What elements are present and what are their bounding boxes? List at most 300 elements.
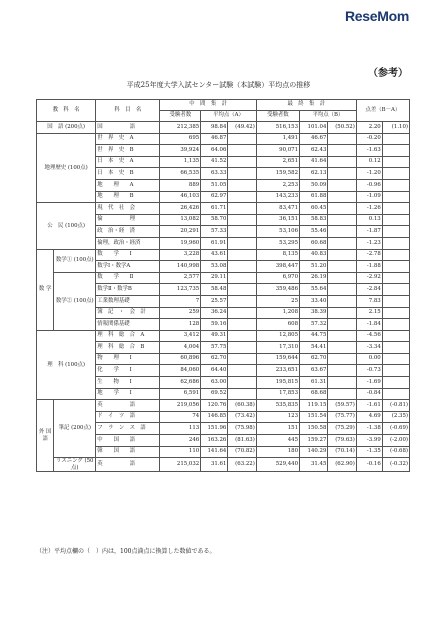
avg-b: 50.09 <box>300 179 328 191</box>
examinees-final: 359,486 <box>256 284 299 296</box>
avg-a: 59.16 <box>201 319 228 331</box>
avg-a-converted: (60.38) <box>228 400 256 412</box>
avg-b-converted <box>328 214 356 226</box>
diff-converted <box>382 249 409 261</box>
header-avg-a: 平均点（A） <box>201 111 257 122</box>
subject-name: 英 語 <box>96 458 160 472</box>
subject-name: 韓 国 語 <box>96 446 160 458</box>
table-row <box>37 203 410 215</box>
avg-b: 51.20 <box>300 261 328 273</box>
diff: 0.00 <box>356 353 382 365</box>
examinees-final: 25 <box>256 295 299 307</box>
examinees-final: 151 <box>256 423 299 435</box>
examinees-final: 53,106 <box>256 226 299 238</box>
examinees-mid: 695 <box>160 133 201 145</box>
avg-a-converted <box>228 156 256 168</box>
reference-label: （参考） <box>368 68 408 79</box>
avg-b: 151.54 <box>300 411 328 423</box>
subject-name: 地 理 B <box>96 191 160 203</box>
avg-b-converted <box>328 133 356 145</box>
diff: -2.78 <box>356 249 382 261</box>
avg-a-converted <box>228 226 256 238</box>
examinees-final: 159,644 <box>256 353 299 365</box>
examinees-mid: 13,082 <box>160 214 201 226</box>
section-rika: 理 科 (100点) <box>37 330 96 400</box>
avg-b-converted <box>328 330 356 342</box>
subject-name: 倫 理 <box>96 214 160 226</box>
avg-a: 49.31 <box>201 330 228 342</box>
diff: -1.87 <box>356 226 382 238</box>
section-listening: リスニング (50点) <box>54 458 96 472</box>
subject-name: 化 学 Ⅰ <box>96 365 160 377</box>
examinees-final: 36,151 <box>256 214 299 226</box>
subject-name: 数 学 Ⅰ <box>96 249 160 261</box>
diff: -3.99 <box>356 435 382 447</box>
avg-b-converted: (75.29) <box>328 423 356 435</box>
examinees-mid: 123,735 <box>160 284 201 296</box>
avg-a-converted <box>228 168 256 180</box>
subject-name: 国 語 <box>96 122 160 134</box>
examinees-mid: 4,004 <box>160 342 201 354</box>
avg-b-converted <box>328 168 356 180</box>
diff: -1.63 <box>356 145 382 157</box>
diff: -1.09 <box>356 191 382 203</box>
avg-a: 41.52 <box>201 156 228 168</box>
diff-converted <box>382 272 409 284</box>
subject-name: 生 物 Ⅰ <box>96 377 160 389</box>
avg-b-converted <box>328 156 356 168</box>
header-avg-b: 平均点（B） <box>300 111 357 122</box>
examinees-final: 516,153 <box>256 122 299 134</box>
avg-a: 146.85 <box>201 411 228 423</box>
subject-name: 日 本 史 B <box>96 168 160 180</box>
avg-b-converted <box>328 388 356 400</box>
diff: -3.34 <box>356 342 382 354</box>
examinees-final: 123 <box>256 411 299 423</box>
examinees-final: 1,208 <box>256 307 299 319</box>
avg-b-converted <box>328 342 356 354</box>
diff: 0.13 <box>356 214 382 226</box>
header-mid-group: 中 間 集 計 <box>160 100 256 111</box>
diff: -1.23 <box>356 237 382 249</box>
avg-b-converted <box>328 307 356 319</box>
avg-a: 62.70 <box>201 353 228 365</box>
diff-converted <box>382 133 409 145</box>
avg-a: 120.76 <box>201 400 228 412</box>
avg-a: 29.11 <box>201 272 228 284</box>
avg-b: 159.27 <box>300 435 328 447</box>
diff: -1.26 <box>356 203 382 215</box>
avg-a: 163.26 <box>201 435 228 447</box>
examinees-final: 445 <box>256 435 299 447</box>
table-row <box>37 400 410 412</box>
avg-a-converted <box>228 330 256 342</box>
avg-a: 64.40 <box>201 365 228 377</box>
page-title: 平成25年度大学入試センター試験（本試験）平均点の推移 <box>126 81 311 89</box>
section-hikki: 筆記 (200点) <box>54 400 96 458</box>
examinees-mid: 7 <box>160 295 201 307</box>
examinees-mid: 26,426 <box>160 203 201 215</box>
subject-name: 英 語 <box>96 400 160 412</box>
diff-converted <box>382 353 409 365</box>
avg-b: 58.83 <box>300 214 328 226</box>
subject-name: 日 本 史 A <box>96 156 160 168</box>
avg-b: 46.67 <box>300 133 328 145</box>
avg-a-converted <box>228 237 256 249</box>
avg-b: 26.19 <box>300 272 328 284</box>
avg-b-converted <box>328 249 356 261</box>
avg-b: 119.15 <box>300 400 328 412</box>
avg-a: 141.64 <box>201 446 228 458</box>
avg-b-converted <box>328 284 356 296</box>
examinees-final: 6,970 <box>256 272 299 284</box>
examinees-final: 535,835 <box>256 400 299 412</box>
diff: 0.12 <box>356 156 382 168</box>
examinees-final: 398,447 <box>256 261 299 273</box>
examinees-final: 608 <box>256 319 299 331</box>
avg-a: 25.57 <box>201 295 228 307</box>
diff: -4.56 <box>356 330 382 342</box>
avg-b-converted <box>328 145 356 157</box>
avg-b-converted <box>328 365 356 377</box>
diff: -1.88 <box>356 261 382 273</box>
subject-name: 情報関係基礎 <box>96 319 160 331</box>
diff: -1.84 <box>356 319 382 331</box>
avg-b-converted <box>328 377 356 389</box>
examinees-mid: 46,103 <box>160 191 201 203</box>
avg-a-converted <box>228 319 256 331</box>
diff-converted <box>382 237 409 249</box>
examinees-mid: 2,577 <box>160 272 201 284</box>
examinees-final: 143,233 <box>256 191 299 203</box>
avg-b: 44.75 <box>300 330 328 342</box>
examinees-mid: 889 <box>160 179 201 191</box>
avg-a: 31.61 <box>201 458 228 472</box>
diff-converted: (-2.00) <box>382 435 409 447</box>
diff: 4.69 <box>356 411 382 423</box>
examinees-final: 90,071 <box>256 145 299 157</box>
section-kokugo: 国 語 (200点) <box>37 122 96 134</box>
examinees-mid: 39,924 <box>160 145 201 157</box>
avg-a-converted <box>228 191 256 203</box>
avg-b-converted <box>328 179 356 191</box>
avg-a: 43.61 <box>201 249 228 261</box>
subject-name: 数 学 Ⅱ <box>96 272 160 284</box>
examinees-mid: 20,291 <box>160 226 201 238</box>
avg-a-converted <box>228 272 256 284</box>
avg-b: 101.04 <box>300 122 328 134</box>
header-category: 教 科 名 <box>37 100 96 122</box>
table-row <box>37 122 410 134</box>
score-table <box>36 99 410 472</box>
subject-name: 現 代 社 会 <box>96 203 160 215</box>
footnote: （注）平均点欄の（ ）内は，100点満点に換算した数値である。 <box>36 548 216 555</box>
avg-a: 64.06 <box>201 145 228 157</box>
examinees-final: 83,471 <box>256 203 299 215</box>
diff-converted <box>382 330 409 342</box>
avg-b-converted: (62.90) <box>328 458 356 472</box>
examinees-final: 17,853 <box>256 388 299 400</box>
avg-a-converted <box>228 295 256 307</box>
diff: -1.35 <box>356 446 382 458</box>
avg-b: 140.29 <box>300 446 328 458</box>
subject-name: フ ラ ン ス 語 <box>96 423 160 435</box>
avg-b-converted <box>328 203 356 215</box>
section-chireki: 地理歴史 (100点) <box>37 133 96 203</box>
diff: -0.96 <box>356 179 382 191</box>
avg-a-converted: (49.42) <box>228 122 256 134</box>
examinees-mid: 113 <box>160 423 201 435</box>
avg-b-converted <box>328 226 356 238</box>
avg-b: 60.45 <box>300 203 328 215</box>
diff-converted <box>382 156 409 168</box>
diff-converted: (-0.32) <box>382 458 409 472</box>
avg-a-converted <box>228 214 256 226</box>
examinees-final: 12,805 <box>256 330 299 342</box>
header-examinees-final: 受験者数 <box>256 111 299 122</box>
avg-a: 57.75 <box>201 342 228 354</box>
examinees-mid: 128 <box>160 319 201 331</box>
table-row <box>37 458 410 472</box>
diff-converted <box>382 377 409 389</box>
avg-a: 46.87 <box>201 133 228 145</box>
subject-name: 理 科 総 合 B <box>96 342 160 354</box>
avg-a: 63.33 <box>201 168 228 180</box>
diff: -0.73 <box>356 365 382 377</box>
examinees-final: 2,253 <box>256 179 299 191</box>
avg-a-converted: (75.98) <box>228 423 256 435</box>
diff: -0.20 <box>356 133 382 145</box>
table-row <box>37 133 410 145</box>
table-row <box>37 330 410 342</box>
examinees-final: 2,651 <box>256 156 299 168</box>
avg-a-converted: (73.42) <box>228 411 256 423</box>
avg-a: 61.91 <box>201 237 228 249</box>
table-row <box>37 249 410 261</box>
avg-a-converted <box>228 388 256 400</box>
subject-name: 世 界 史 A <box>96 133 160 145</box>
avg-a: 62.97 <box>201 191 228 203</box>
diff-converted <box>382 295 409 307</box>
avg-a-converted <box>228 261 256 273</box>
avg-a-converted <box>228 179 256 191</box>
subject-name: 政 治・経 済 <box>96 226 160 238</box>
avg-a: 57.33 <box>201 226 228 238</box>
avg-a-converted <box>228 133 256 145</box>
avg-a-converted <box>228 284 256 296</box>
avg-b-converted <box>328 353 356 365</box>
avg-b: 55.46 <box>300 226 328 238</box>
diff: -0.16 <box>356 458 382 472</box>
avg-b: 33.40 <box>300 295 328 307</box>
examinees-final: 529,440 <box>256 458 299 472</box>
diff-converted <box>382 365 409 377</box>
section-gaikoku: 外 国 語 <box>37 400 54 472</box>
avg-b-converted <box>328 272 356 284</box>
avg-b-converted <box>328 319 356 331</box>
examinees-mid: 1,135 <box>160 156 201 168</box>
avg-b: 38.39 <box>300 307 328 319</box>
diff: -2.84 <box>356 284 382 296</box>
diff: -1.20 <box>356 168 382 180</box>
diff-converted: (-0.69) <box>382 423 409 435</box>
examinees-mid: 3,412 <box>160 330 201 342</box>
table-row <box>37 272 410 284</box>
avg-a-converted <box>228 377 256 389</box>
avg-b-converted: (79.63) <box>328 435 356 447</box>
subject-name: 数学Ⅰ・数学A <box>96 261 160 273</box>
examinees-mid: 60,896 <box>160 353 201 365</box>
examinees-mid: 246 <box>160 435 201 447</box>
examinees-mid: 19,960 <box>160 237 201 249</box>
section-math-outer: 数 学 <box>37 249 54 330</box>
avg-b-converted: (50.52) <box>328 122 356 134</box>
examinees-final: 53,295 <box>256 237 299 249</box>
examinees-mid: 74 <box>160 411 201 423</box>
subject-name: 簿 記 ・ 会 計 <box>96 307 160 319</box>
examinees-final: 180 <box>256 446 299 458</box>
diff-converted <box>382 226 409 238</box>
examinees-mid: 215,032 <box>160 458 201 472</box>
avg-b-converted <box>328 261 356 273</box>
header-final-group: 最 終 集 計 <box>256 100 356 111</box>
subject-name: 倫理，政治・経済 <box>96 237 160 249</box>
header-subject: 科 目 名 <box>96 100 160 122</box>
subject-name: 物 理 Ⅰ <box>96 353 160 365</box>
avg-b: 40.83 <box>300 249 328 261</box>
section-math2: 数学② (100点) <box>54 272 96 330</box>
diff-converted <box>382 203 409 215</box>
resemom-logo: ReseMom <box>345 8 410 24</box>
avg-a: 58.70 <box>201 214 228 226</box>
avg-b: 63.67 <box>300 365 328 377</box>
diff-converted <box>382 179 409 191</box>
avg-b-converted <box>328 295 356 307</box>
subject-name: 工業数理基礎 <box>96 295 160 307</box>
avg-a-converted: (70.82) <box>228 446 256 458</box>
avg-b: 57.32 <box>300 319 328 331</box>
examinees-final: 17,310 <box>256 342 299 354</box>
diff-converted <box>382 191 409 203</box>
section-math1: 数学① (100点) <box>54 249 96 272</box>
avg-b: 61.31 <box>300 377 328 389</box>
examinees-mid: 3,228 <box>160 249 201 261</box>
avg-b: 61.88 <box>300 191 328 203</box>
avg-a-converted <box>228 249 256 261</box>
avg-b-converted: (59.57) <box>328 400 356 412</box>
subject-name: 理 科 総 合 A <box>96 330 160 342</box>
diff: -1.69 <box>356 377 382 389</box>
avg-b: 62.13 <box>300 168 328 180</box>
examinees-mid: 212,385 <box>160 122 201 134</box>
diff-converted <box>382 261 409 273</box>
avg-b: 54.41 <box>300 342 328 354</box>
avg-b: 150.58 <box>300 423 328 435</box>
diff-converted: (-0.68) <box>382 446 409 458</box>
diff-converted <box>382 388 409 400</box>
avg-b: 62.43 <box>300 145 328 157</box>
diff-converted <box>382 168 409 180</box>
diff: 2.15 <box>356 307 382 319</box>
avg-a-converted: (63.22) <box>228 458 256 472</box>
examinees-mid: 62,686 <box>160 377 201 389</box>
avg-a-converted <box>228 145 256 157</box>
examinees-final: 1,491 <box>256 133 299 145</box>
diff-converted <box>382 284 409 296</box>
avg-b-converted <box>328 191 356 203</box>
diff: -1.38 <box>356 423 382 435</box>
diff-converted <box>382 214 409 226</box>
avg-a-converted <box>228 203 256 215</box>
subject-name: 数学Ⅱ・数学B <box>96 284 160 296</box>
examinees-final: 159,582 <box>256 168 299 180</box>
avg-a-converted <box>228 307 256 319</box>
avg-a: 61.71 <box>201 203 228 215</box>
examinees-mid: 66,535 <box>160 168 201 180</box>
section-komin: 公 民 (100点) <box>37 203 96 249</box>
avg-b: 62.70 <box>300 353 328 365</box>
avg-a: 69.52 <box>201 388 228 400</box>
examinees-mid: 6,591 <box>160 388 201 400</box>
diff-converted: (-0.81) <box>382 400 409 412</box>
avg-b-converted: (70.14) <box>328 446 356 458</box>
subject-name: 世 界 史 B <box>96 145 160 157</box>
diff-converted: (1.10) <box>382 122 409 134</box>
avg-a: 98.84 <box>201 122 228 134</box>
examinees-final: 233,651 <box>256 365 299 377</box>
examinees-final: 8,135 <box>256 249 299 261</box>
avg-a: 53.08 <box>201 261 228 273</box>
avg-a: 63.00 <box>201 377 228 389</box>
subject-name: 地 理 A <box>96 179 160 191</box>
diff-converted <box>382 342 409 354</box>
examinees-mid: 259 <box>160 307 201 319</box>
subject-name: 中 国 語 <box>96 435 160 447</box>
examinees-mid: 219,056 <box>160 400 201 412</box>
subject-name: 地 学 Ⅰ <box>96 388 160 400</box>
avg-b: 31.45 <box>300 458 328 472</box>
avg-b: 55.64 <box>300 284 328 296</box>
examinees-mid: 110 <box>160 446 201 458</box>
avg-a: 58.48 <box>201 284 228 296</box>
examinees-mid: 84,060 <box>160 365 201 377</box>
header-diff: 点差（B－A） <box>356 100 409 122</box>
avg-b: 60.68 <box>300 237 328 249</box>
subject-name: ド イ ツ 語 <box>96 411 160 423</box>
diff: 7.83 <box>356 295 382 307</box>
header-examinees-mid: 受験者数 <box>160 111 201 122</box>
diff: -0.84 <box>356 388 382 400</box>
diff: -2.92 <box>356 272 382 284</box>
avg-a: 36.24 <box>201 307 228 319</box>
avg-a-converted <box>228 365 256 377</box>
avg-a-converted <box>228 353 256 365</box>
diff-converted: (2.35) <box>382 411 409 423</box>
diff-converted <box>382 319 409 331</box>
avg-b: 41.64 <box>300 156 328 168</box>
avg-b-converted: (75.77) <box>328 411 356 423</box>
avg-a-converted: (81.63) <box>228 435 256 447</box>
examinees-mid: 140,998 <box>160 261 201 273</box>
avg-a: 51.05 <box>201 179 228 191</box>
examinees-final: 195,815 <box>256 377 299 389</box>
diff: 2.20 <box>356 122 382 134</box>
avg-b-converted <box>328 237 356 249</box>
avg-a-converted <box>228 342 256 354</box>
diff-converted <box>382 307 409 319</box>
avg-b: 68.68 <box>300 388 328 400</box>
diff-converted <box>382 145 409 157</box>
